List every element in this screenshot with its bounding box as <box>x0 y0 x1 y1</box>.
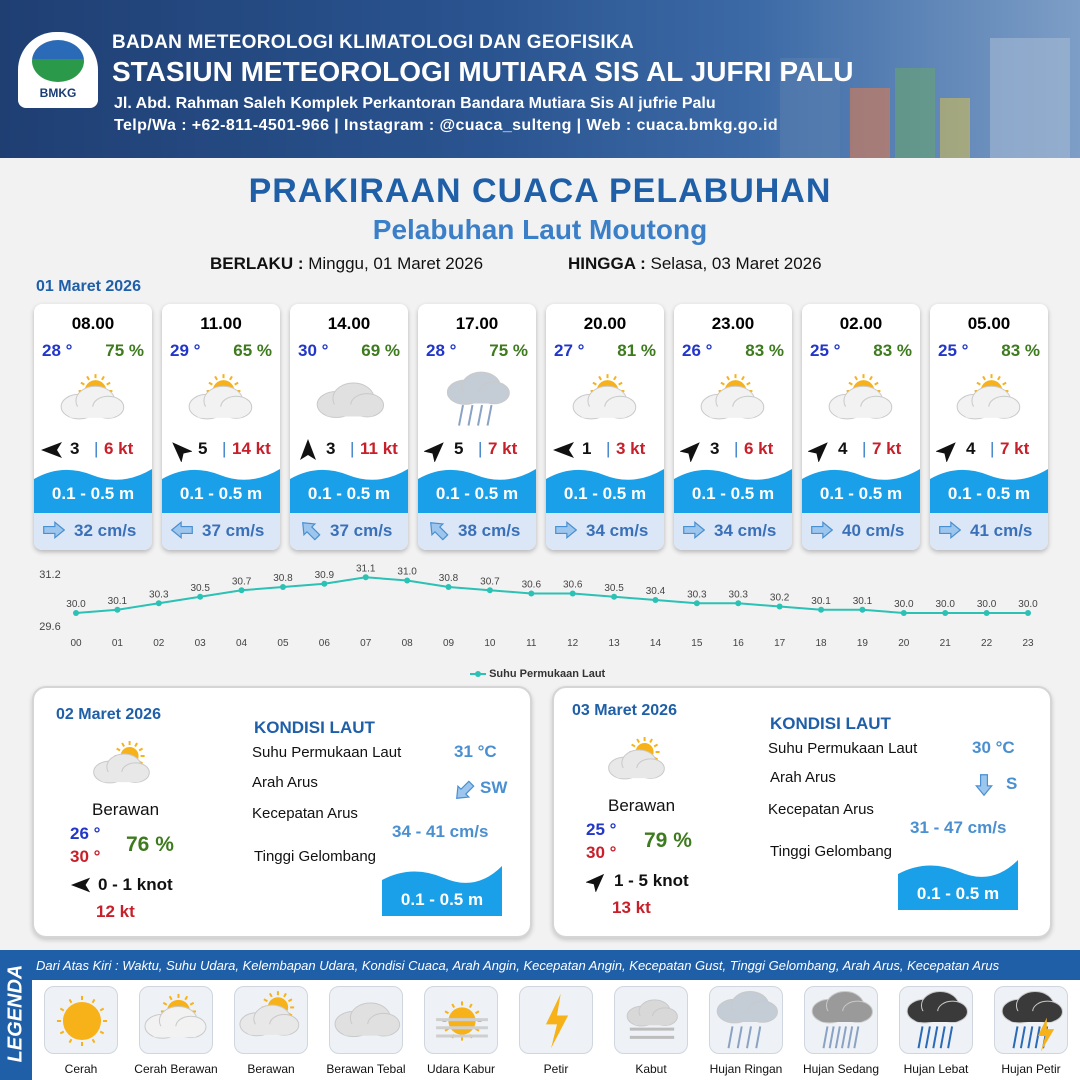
haze-icon <box>424 986 498 1054</box>
separator: | <box>606 439 611 458</box>
data-label: 30.5 <box>604 582 624 594</box>
forecast-time: 17.00 <box>455 314 499 333</box>
data-point <box>818 607 824 613</box>
current-speed: 34 cm/s <box>586 521 649 540</box>
data-label: 30.0 <box>894 599 914 610</box>
x-tick-label: 05 <box>277 638 289 649</box>
gust-speed: 14 kt <box>232 439 271 458</box>
data-point <box>694 600 700 606</box>
wind-speed: 3 <box>710 439 720 458</box>
current-speed: 34 - 41 cm/s <box>392 822 489 841</box>
hourly-card-2 <box>290 304 408 550</box>
gust-speed: 6 kt <box>104 439 134 458</box>
data-point <box>901 610 907 616</box>
bmkg-logo: BMKG <box>18 32 98 108</box>
legend-item-label: Petir <box>543 1062 569 1076</box>
wind-direction-icon <box>680 438 704 462</box>
legend-item <box>796 986 886 1076</box>
current-speed: 38 cm/s <box>458 521 521 540</box>
air-temperature: 25 ° <box>938 341 969 360</box>
x-tick-label: 21 <box>939 638 951 649</box>
data-point <box>404 578 410 584</box>
station-name: STASIUN METEOROLOGI MUTIARA SIS AL JUFRI PALU <box>112 56 854 87</box>
humidity: 79 % <box>644 829 692 852</box>
forecast-time: 20.00 <box>583 314 627 333</box>
wind-arrow-icon <box>586 870 608 892</box>
current-direction-icon <box>680 518 708 542</box>
wind-speed: 0 - 1 knot <box>98 875 173 894</box>
data-label: 30.0 <box>976 599 997 610</box>
light-rain-icon <box>440 368 516 432</box>
x-tick-label: 12 <box>567 638 579 649</box>
chart-legend: Suhu Permukaan Laut <box>470 668 605 680</box>
data-label: 30.7 <box>231 576 252 588</box>
gust-speed: 7 kt <box>488 439 518 458</box>
legend-item-label: Hujan Petir <box>1001 1062 1061 1076</box>
current-arrow-icon <box>452 778 474 802</box>
temp-min: 26 ° <box>70 824 101 843</box>
current-speed: 40 cm/s <box>842 521 905 540</box>
temp-min: 25 ° <box>586 820 617 839</box>
x-tick-label: 02 <box>153 638 165 649</box>
separator: | <box>862 439 867 458</box>
current-direction-icon <box>424 518 452 542</box>
wave-height: 0.1 - 0.5 m <box>691 484 775 503</box>
legend-item-label: Berawan <box>247 1062 295 1076</box>
gust-speed: 7 kt <box>872 439 902 458</box>
wave-height: 0.1 - 0.5 m <box>179 484 263 503</box>
label-sst: Suhu Permukaan Laut <box>768 740 918 757</box>
data-point <box>321 581 327 587</box>
series-line <box>76 577 1028 613</box>
data-label: 30.5 <box>190 582 210 594</box>
air-temperature: 30 ° <box>298 341 329 360</box>
separator: | <box>350 439 355 458</box>
air-temperature: 27 ° <box>554 341 585 360</box>
day1-date: 01 Maret 2026 <box>36 278 141 295</box>
wave-height: 0.1 - 0.5 m <box>819 484 903 503</box>
x-tick-label: 22 <box>981 638 993 649</box>
wind-direction-icon <box>808 438 832 462</box>
x-tick-label: 20 <box>898 638 910 649</box>
data-label: 30.2 <box>769 592 790 604</box>
wind-direction-icon <box>424 438 448 462</box>
data-label: 30.3 <box>728 589 748 601</box>
humidity: 83 % <box>873 341 912 360</box>
x-tick-label: 00 <box>70 638 82 649</box>
data-label: 30.0 <box>1018 599 1038 610</box>
station-contact: Telp/Wa : +62-811-4501-966 | Instagram : @cuaca_sulteng | Web : cuaca.bmkg.go.id <box>114 117 779 134</box>
label-current-dir: Arah Arus <box>252 774 318 791</box>
current-arrow-icon <box>972 772 994 798</box>
data-label: 30.6 <box>562 579 583 591</box>
data-point <box>942 610 948 616</box>
separator: | <box>94 439 99 458</box>
data-label: 31.0 <box>397 566 417 578</box>
header-banner <box>0 0 1080 158</box>
x-tick-label: 15 <box>691 638 703 649</box>
current-speed: 41 cm/s <box>970 521 1033 540</box>
data-label: 30.9 <box>314 569 335 581</box>
legend-item-label: Hujan Lebat <box>903 1062 969 1076</box>
current-direction: S <box>1006 774 1018 793</box>
legend-item <box>321 986 411 1076</box>
hourly-card-0 <box>34 304 152 550</box>
x-tick-label: 18 <box>815 638 827 649</box>
data-point <box>446 584 452 590</box>
data-point <box>570 591 576 597</box>
heavy-rain-icon <box>899 986 973 1054</box>
light-rain-icon <box>709 986 783 1054</box>
wave-height: 0.1 - 0.5 m <box>916 884 1000 903</box>
legend-item <box>606 986 696 1076</box>
humidity: 76 % <box>126 833 174 856</box>
separator: | <box>734 439 739 458</box>
data-label: 30.3 <box>687 589 707 601</box>
legend-label-bar: LEGENDA <box>0 950 32 1080</box>
wind-speed: 3 <box>70 439 80 458</box>
label-wave: Tinggi Gelombang <box>254 848 377 865</box>
wave-height: 0.1 - 0.5 m <box>51 484 135 503</box>
condition: Berawan <box>608 796 676 815</box>
wind-speed: 3 <box>326 439 336 458</box>
day-summary-02 <box>32 686 532 938</box>
day-date: 02 Maret 2026 <box>56 706 161 723</box>
wind-direction-icon <box>552 438 576 462</box>
sea-condition-heading: KONDISI LAUT <box>254 718 375 737</box>
data-point <box>239 587 245 593</box>
fog-icon <box>614 986 688 1054</box>
cloud-sun-icon <box>824 368 900 432</box>
moderate-rain-icon <box>804 986 878 1054</box>
wind-direction-icon <box>936 438 960 462</box>
x-tick-label: 19 <box>856 638 868 649</box>
label-current-dir: Arah Arus <box>770 769 836 786</box>
x-tick-label: 03 <box>194 638 206 649</box>
current-direction: SW <box>480 778 508 797</box>
cloud-icon <box>329 986 403 1054</box>
air-temperature: 28 ° <box>42 341 73 360</box>
label-current-speed: Kecepatan Arus <box>768 801 874 818</box>
data-label: 30.0 <box>935 599 955 610</box>
current-speed: 37 cm/s <box>330 521 393 540</box>
sun-cloud-icon <box>139 986 213 1054</box>
humidity: 65 % <box>233 341 272 360</box>
forecast-time: 02.00 <box>839 314 883 333</box>
gust-speed: 7 kt <box>1000 439 1030 458</box>
separator: | <box>990 439 995 458</box>
gust-speed: 6 kt <box>744 439 774 458</box>
wind-speed: 4 <box>966 439 976 458</box>
data-label: 30.4 <box>645 586 666 597</box>
current-speed: 34 cm/s <box>714 521 777 540</box>
forecast-time: 11.00 <box>200 314 242 333</box>
current-direction-icon <box>40 518 68 542</box>
wind-speed: 4 <box>838 439 848 458</box>
x-tick-label: 13 <box>608 638 620 649</box>
humidity: 81 % <box>617 341 656 360</box>
agency-name: BADAN METEOROLOGI KLIMATOLOGI DAN GEOFISIKA <box>112 32 635 53</box>
data-point <box>487 587 493 593</box>
x-tick-label: 14 <box>649 638 662 649</box>
hourly-card-4 <box>546 304 664 550</box>
data-point <box>114 607 120 613</box>
legend-item-label: Kabut <box>635 1062 667 1076</box>
data-point <box>652 597 658 603</box>
cloud-sun-icon <box>604 734 674 794</box>
forecast-time: 05.00 <box>967 314 1011 333</box>
label-sst: Suhu Permukaan Laut <box>252 744 402 761</box>
wind-speed: 5 <box>454 439 464 458</box>
wind-direction-icon <box>168 438 192 462</box>
wave-height: 0.1 - 0.5 m <box>400 890 484 909</box>
current-direction-icon <box>936 518 964 542</box>
legend-item <box>701 986 791 1076</box>
wind-arrow-icon <box>70 874 92 896</box>
cloud-sun-icon <box>184 368 260 432</box>
data-point <box>280 584 286 590</box>
separator: | <box>478 439 483 458</box>
y-tick-label: 31.2 <box>39 569 61 581</box>
forecast-time: 23.00 <box>711 314 755 333</box>
current-speed: 32 cm/s <box>74 521 137 540</box>
legend-description: Dari Atas Kiri : Waktu, Suhu Udara, Kelembapan Udara, Kondisi Cuaca, Arah Angin, Kecepatan Angin, Kecepatan Gust, Tinggi Gelombang, Arah Arus, Kecepatan Arus <box>32 950 1080 980</box>
hourly-card-1 <box>162 304 280 550</box>
thunderstorm-icon <box>994 986 1068 1054</box>
sun-icon <box>44 986 118 1054</box>
humidity: 83 % <box>1001 341 1040 360</box>
gust-speed: 11 kt <box>360 439 398 458</box>
hourly-card-5 <box>674 304 792 550</box>
legend-item-label: Hujan Sedang <box>802 1062 880 1076</box>
x-tick-label: 23 <box>1022 638 1034 649</box>
temp-max: 30 ° <box>586 843 617 862</box>
gust-speed: 12 kt <box>96 902 135 921</box>
cloud-sun-icon <box>89 738 159 798</box>
cloud-sun-icon <box>696 368 772 432</box>
gust-speed: 13 kt <box>612 898 651 917</box>
legend <box>0 950 1080 1080</box>
x-tick-label: 09 <box>442 638 455 649</box>
current-speed: 31 - 47 cm/s <box>910 818 1007 837</box>
day-date: 03 Maret 2026 <box>572 702 677 719</box>
data-label: 30.8 <box>273 573 293 584</box>
x-tick-label: 16 <box>732 638 744 649</box>
wind-direction-icon <box>40 438 64 462</box>
gust-speed: 3 kt <box>616 439 646 458</box>
current-direction-icon <box>552 518 580 542</box>
x-tick-label: 06 <box>318 638 330 649</box>
wave-height: 0.1 - 0.5 m <box>435 484 519 503</box>
data-point <box>777 604 783 610</box>
sst-value: 30 °C <box>972 738 1015 757</box>
current-direction-icon <box>296 518 324 542</box>
data-label: 30.3 <box>149 589 169 601</box>
legend-item-label: Cerah <box>64 1062 98 1076</box>
forecast-time: 14.00 <box>327 314 371 333</box>
humidity: 83 % <box>745 341 784 360</box>
data-point <box>611 594 617 600</box>
temp-max: 30 ° <box>70 847 101 866</box>
x-tick-label: 11 <box>526 638 537 649</box>
day-summary-03 <box>552 686 1052 938</box>
lightning-icon <box>519 986 593 1054</box>
x-tick-label: 08 <box>401 638 413 649</box>
wind-direction-icon <box>296 438 320 462</box>
valid-to: HINGGA : Selasa, 03 Maret 2026 <box>568 254 822 273</box>
condition: Berawan <box>92 800 160 819</box>
legend-item <box>511 986 601 1076</box>
x-tick-label: 10 <box>484 638 496 649</box>
humidity: 75 % <box>105 341 144 360</box>
humidity: 69 % <box>361 341 400 360</box>
legend-item-label: Hujan Ringan <box>709 1062 783 1076</box>
wind-speed: 5 <box>198 439 208 458</box>
wind-speed: 1 <box>582 439 592 458</box>
legend-item-label: Berawan Tebal <box>326 1062 406 1076</box>
label-wave: Tinggi Gelombang <box>770 843 893 860</box>
data-point <box>197 594 203 600</box>
data-point <box>156 600 162 606</box>
wave-height: 0.1 - 0.5 m <box>947 484 1031 503</box>
y-tick-label: 29.6 <box>39 621 61 633</box>
data-label: 30.6 <box>521 579 542 591</box>
valid-from: BERLAKU : Minggu, 01 Maret 2026 <box>210 254 484 273</box>
legend-item-label: Cerah Berawan <box>134 1062 218 1076</box>
station-address: Jl. Abd. Rahman Saleh Komplek Perkantoran Bandara Mutiara Sis Al jufrie Palu <box>114 95 716 112</box>
cloud-sun-icon <box>568 368 644 432</box>
air-temperature: 28 ° <box>426 341 457 360</box>
current-direction-icon <box>168 518 196 542</box>
cloud-sun-icon <box>234 986 308 1054</box>
legend-item <box>226 986 316 1076</box>
data-point <box>859 607 865 613</box>
x-tick-label: 17 <box>774 638 786 649</box>
separator: | <box>222 439 227 458</box>
data-point <box>363 574 369 580</box>
data-label: 30.7 <box>480 576 500 588</box>
x-tick-label: 04 <box>236 638 248 649</box>
legend-item <box>131 986 221 1076</box>
cloud-sun-icon <box>952 368 1028 432</box>
wave-height: 0.1 - 0.5 m <box>563 484 647 503</box>
forecast-time: 08.00 <box>71 314 115 333</box>
air-temperature: 26 ° <box>682 341 713 360</box>
cloud-icon <box>312 368 388 432</box>
air-temperature: 29 ° <box>170 341 201 360</box>
legend-item <box>416 986 506 1076</box>
page-subtitle: Pelabuhan Laut Moutong <box>372 214 708 245</box>
sst-value: 31 °C <box>454 742 497 761</box>
legend-item <box>891 986 981 1076</box>
wave-height: 0.1 - 0.5 m <box>307 484 391 503</box>
current-speed: 37 cm/s <box>202 521 265 540</box>
data-point <box>73 610 79 616</box>
legend-item-label: Udara Kabur <box>426 1062 496 1076</box>
air-temperature: 25 ° <box>810 341 841 360</box>
page-title: PRAKIRAAN CUACA PELABUHAN <box>248 172 832 210</box>
legend-item <box>986 986 1076 1076</box>
data-label: 30.1 <box>107 595 128 607</box>
data-label: 30.8 <box>438 573 459 584</box>
data-point <box>735 600 741 606</box>
hourly-card-7 <box>930 304 1048 550</box>
label-current-speed: Kecepatan Arus <box>252 805 358 822</box>
x-tick-label: 07 <box>360 638 372 649</box>
humidity: 75 % <box>489 341 528 360</box>
hourly-card-3 <box>418 304 536 550</box>
wind-speed: 1 - 5 knot <box>614 871 689 890</box>
data-label: 30.1 <box>811 595 831 607</box>
legend-item <box>36 986 126 1076</box>
data-point <box>528 591 534 597</box>
current-direction-icon <box>808 518 836 542</box>
data-point <box>1025 610 1031 616</box>
x-tick-label: 01 <box>111 638 123 649</box>
hourly-card-6 <box>802 304 920 550</box>
data-point <box>984 610 990 616</box>
data-label: 31.1 <box>356 563 376 575</box>
data-label: 30.0 <box>66 599 86 610</box>
data-label: 30.1 <box>852 595 873 607</box>
sea-condition-heading: KONDISI LAUT <box>770 714 891 733</box>
cloud-sun-icon <box>56 368 132 432</box>
